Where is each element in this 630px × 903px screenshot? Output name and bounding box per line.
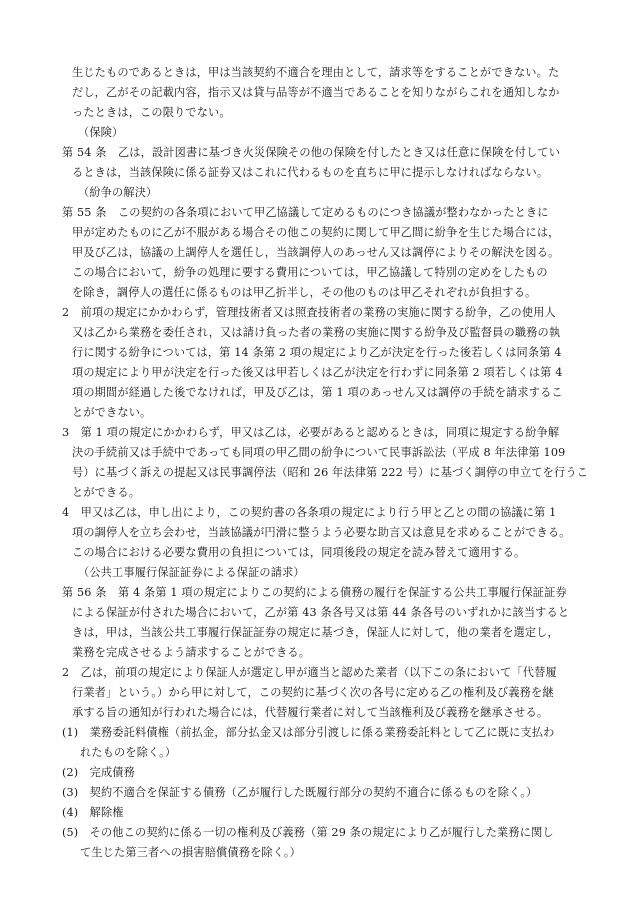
list-item: (2) 完成債務 — [62, 766, 135, 779]
text-line: 行業者」という。）から甲に対して，この契約に基づく次の各号に定める乙の権利及び義務を継 — [72, 686, 554, 699]
text-line: 甲及び乙は，協議の上調停人を選任し，当該調停人のあっせん又は調停によりその解決を図る。 — [72, 246, 560, 259]
section-heading: （公共工事履行保証証券による保証の請求） — [78, 566, 305, 579]
list-item: (4) 解除権 — [62, 806, 124, 819]
text-line: て生じた第三者への損害賠償債務を除く。） — [80, 846, 301, 859]
section-heading: （保険） — [78, 126, 124, 139]
list-item: (5) その他この契約に係る一切の権利及び義務（第 29 条の規定により乙が履行した業務に関し — [62, 826, 554, 839]
text-line: とができる。 — [72, 486, 141, 499]
text-line: だし，乙がその記載内容，指示又は貸与品等が不適当であることを知りながらこれを通知しなか — [72, 86, 560, 99]
text-line: ったときは，この限りでない。 — [72, 106, 231, 119]
text-line: を除き，調停人の選任に係るものは甲乙折半し，その他のものは甲乙それぞれが負担する。 — [72, 286, 537, 299]
list-item: (1) 業務委託料債権（前払金，部分払金又は部分引渡しに係る業務委託料として乙に既に支払わ — [62, 726, 555, 739]
text-line: この場合において，紛争の処理に要する費用については，甲乙協議して特別の定めをしたもの — [72, 266, 548, 279]
paragraph-start: 4 甲又は乙は，申し出により，この契約書の各条項の規定により行う甲と乙との間の協議に第 1 — [62, 506, 557, 519]
article-heading: 第 54 条 乙は，設計図書に基づき火災保険その他の保険を付したとき又は任意に保険を付してい — [62, 146, 561, 159]
text-line: 業務を完成させるよう請求することができる。 — [72, 646, 311, 659]
text-line: 甲が定めたものに乙が不服がある場合その他この契約に関して甲乙間に紛争を生じた場合には， — [72, 226, 560, 239]
text-line: きは，甲は，当該公共工事履行保証証券の規定に基づき，保証人に対して，他の業者を選定し， — [72, 626, 559, 639]
text-line: 承する旨の通知が行われた場合には，代替履行業者に対して当該権利及び義務を継承させる。 — [72, 706, 549, 719]
text-line: 項の期間が経過した後でなければ，甲及び乙は，第 1 項のあっせん又は調停の手続を請求するこ — [72, 386, 563, 399]
list-item: (3) 契約不適合を保証する債務（乙が履行した既履行部分の契約不適合に係るものを除く。） — [62, 786, 538, 799]
section-heading: （紛争の解決） — [78, 186, 158, 199]
text-line: 又は乙から業務を委任され，又は請け負った者の業務の実施に関する紛争及び監督員の職務の執 — [72, 326, 561, 339]
text-line: るときは，当該保険に係る証券又はこれに代わるものを直ちに甲に提示しなければならない。 — [72, 166, 549, 179]
text-line: とができない。 — [72, 406, 152, 419]
text-line: 生じたものであるときは，甲は当該契約不適合を理由として，請求等をすることができない。た — [72, 66, 560, 79]
article-heading: 第 56 条 第 4 条第 1 項の規定によりこの契約による債務の履行を保証する公共工事履行保証証券 — [62, 586, 567, 599]
text-line: 号）に基づく訴えの提起又は民事調停法（昭和 26 年法律第 222 号）に基づく調停の申立てを行うこ — [72, 466, 589, 479]
text-line: による保証が付された場合において，乙が第 43 条各号又は第 44 条各号のいずれかに該当すると — [72, 606, 570, 619]
text-line: 項の規定により甲が決定を行った後又は甲若しくは乙が決定を行わずに同条第 2 項若しくは第 4 — [72, 366, 563, 379]
paragraph-start: 3 第 1 項の規定にかかわらず，甲又は乙は，必要があると認めるときは，同項に規定する紛争解 — [62, 426, 560, 439]
paragraph-start: 2 前項の規定にかかわらず，管理技術者又は照査技術者の業務の実施に関する紛争，乙の使用人 — [62, 306, 556, 319]
article-heading: 第 55 条 この契約の各条項において甲乙協議して定めるものにつき協議が整わなかったときに — [62, 206, 549, 219]
text-line: 行に関する紛争については，第 14 条第 2 項の規定により乙が決定を行った後若しくは同条第 4 — [72, 346, 562, 359]
text-line: れたものを除く。） — [80, 746, 177, 759]
text-line: 項の調停人を立ち会わせ，当該協議が円滑に整うよう必要な助言又は意見を求めることができる。 — [72, 526, 571, 539]
text-line: この場合における必要な費用の負担については，同項後段の規定を読み替えて適用する。 — [72, 546, 526, 559]
text-line: 決の手続前又は手続中であっても同項の甲乙間の紛争について民事訴訟法（平成 8 年法律第 109 — [72, 446, 566, 459]
paragraph-start: 2 乙は，前項の規定により保証人が選定し甲が適当と認めた業者（以下この条において「代替履 — [62, 666, 557, 679]
